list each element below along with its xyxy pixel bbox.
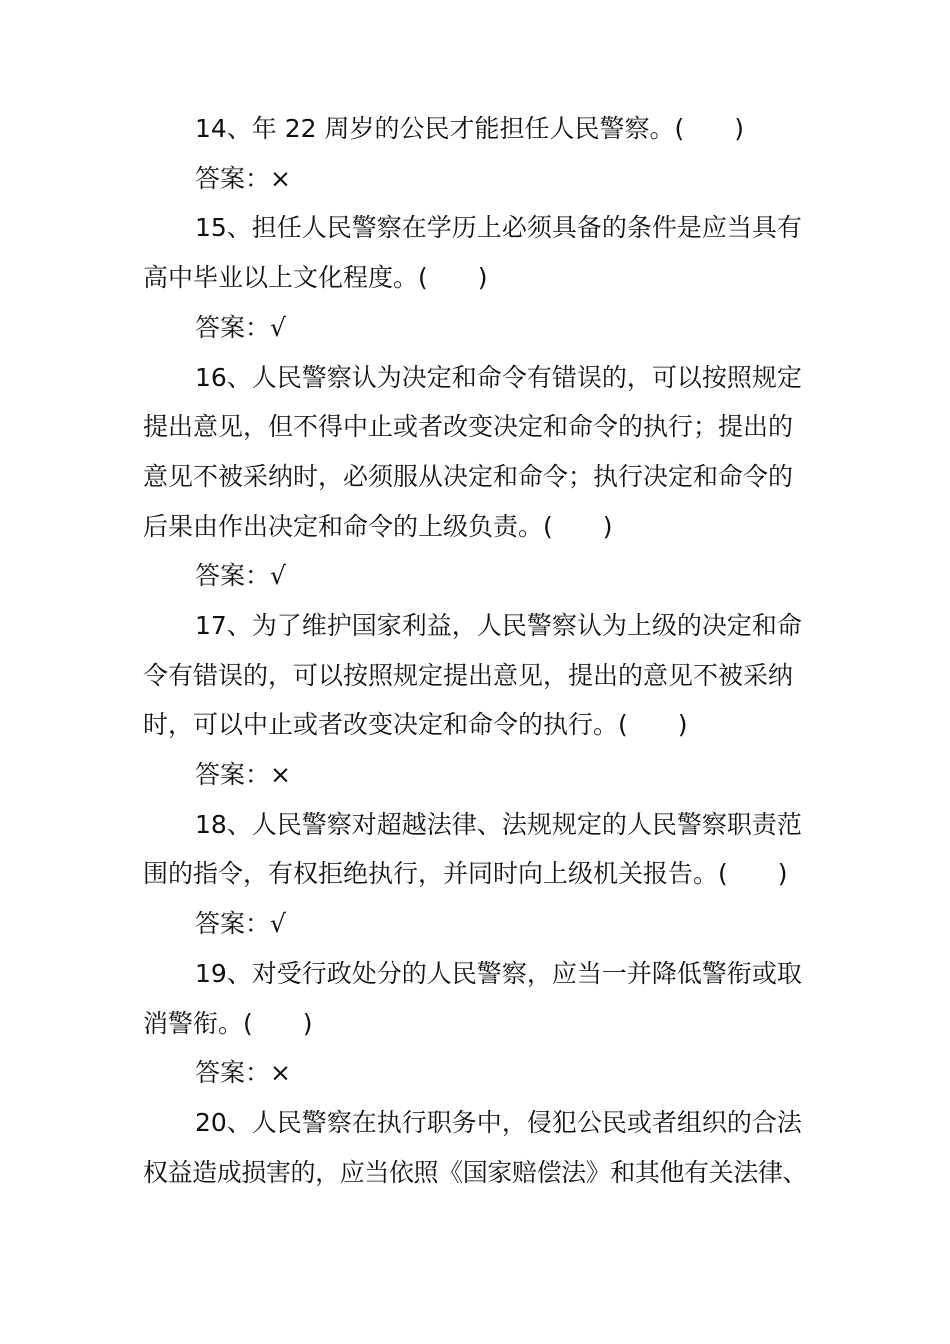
question-17-answer: 答案：× [195, 760, 291, 789]
question-15-line-2: 高中毕业以上文化程度。( ) [143, 263, 488, 292]
question-18-answer: 答案：√ [195, 909, 286, 938]
question-15-line-1: 15、担任人民警察在学历上必须具备的条件是应当具有 [195, 213, 802, 242]
question-20-line-1: 20、人民警察在执行职务中，侵犯公民或者组织的合法 [195, 1108, 802, 1137]
question-17-line-2: 令有错误的，可以按照规定提出意见，提出的意见不被采纳 [143, 661, 794, 690]
question-14-answer: 答案：× [195, 164, 291, 193]
question-17-line-3: 时，可以中止或者改变决定和命令的执行。( ) [143, 710, 688, 739]
question-20-line-2: 权益造成损害的，应当依照《国家赔偿法》和其他有关法律、 [143, 1158, 808, 1187]
question-16-line-2: 提出意见，但不得中止或者改变决定和命令的执行；提出的 [143, 412, 794, 441]
question-18-line-2: 围的指令，有权拒绝执行，并同时向上级机关报告。( ) [143, 859, 788, 888]
question-19-line-1: 19、对受行政处分的人民警察，应当一并降低警衔或取 [195, 959, 802, 988]
question-16-line-1: 16、人民警察认为决定和命令有错误的，可以按照规定 [195, 363, 802, 392]
question-16-line-3: 意见不被采纳时，必须服从决定和命令；执行决定和命令的 [143, 462, 794, 491]
question-19-answer: 答案：× [195, 1058, 291, 1087]
question-17-line-1: 17、为了维护国家利益，人民警察认为上级的决定和命 [195, 611, 802, 640]
question-14-line-1: 14、年 22 周岁的公民才能担任人民警察。( ) [195, 114, 745, 143]
question-19-line-2: 消警衔。( ) [143, 1009, 313, 1038]
question-16-line-4: 后果由作出决定和命令的上级负责。( ) [143, 512, 613, 541]
question-15-answer: 答案：√ [195, 313, 286, 342]
question-16-answer: 答案：√ [195, 561, 286, 590]
question-18-line-1: 18、人民警察对超越法律、法规规定的人民警察职责范 [195, 810, 802, 839]
